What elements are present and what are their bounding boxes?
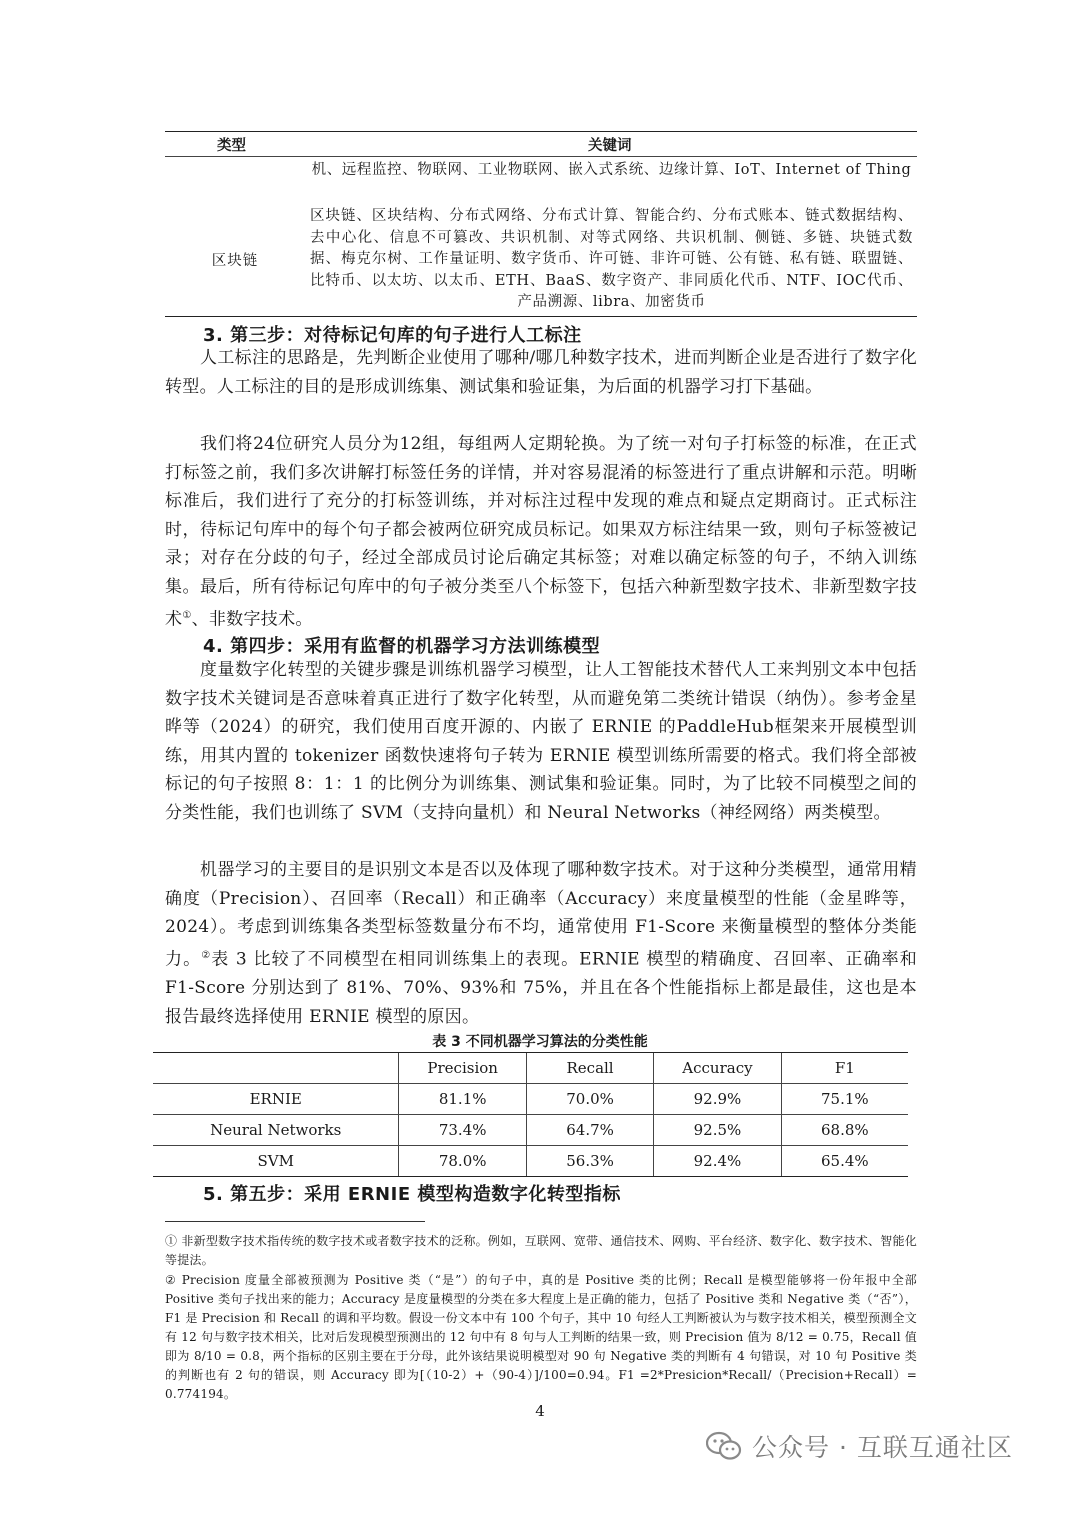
row-keywords: 机、远程监控、物联网、工业物联网、嵌入式系统、边缘计算、IoT、Internet of Thing — [311, 162, 912, 178]
section-3-paragraph-1: 人工标注的思路是，先判断企业使用了哪种/哪几种数字技术，进而判断企业是否进行了数字化转型。人工标注的目的是形成训练集、测试集和验证集，为后面的机器学习打下基础。 — [165, 348, 917, 397]
value-cell: 56.3% — [526, 1146, 653, 1177]
row-type-blockchain: 区块链 — [211, 253, 259, 269]
section-4-paragraph-2 — [165, 856, 917, 1031]
model-name-cell: ERNIE — [153, 1084, 399, 1115]
value-cell: 92.5% — [654, 1115, 781, 1146]
row-keywords-blockchain: 区块链、区块结构、分布式网络、分布式计算、智能合约、分布式账本、链式数据结构、去中心化、信息不可篡改、共识机制、对等式网络、共识机制、侧链、多链、块链式数据、梅克尔树、工作量证明、数字货币、许可链、非许可链、公有链、私有链、联盟链、比特币、以太坊、以太币、ETH、BaaS、数字资产、非同质化代币、NTF、IOC代币、产品溯源、libra、加密货币 — [310, 208, 913, 310]
value-cell: 64.7% — [526, 1115, 653, 1146]
wechat-icon — [706, 1431, 742, 1461]
model-name-cell: Neural Networks — [153, 1115, 399, 1146]
footnote-ref-1[interactable]: ① — [182, 609, 192, 621]
value-cell: 92.4% — [654, 1146, 781, 1177]
table-header-rule — [165, 156, 917, 157]
page-number: 4 — [535, 1402, 545, 1420]
section-4-heading: 4. 第四步：采用有监督的机器学习方法训练模型 — [203, 636, 601, 657]
header-cell: F1 — [781, 1053, 908, 1084]
header-cell: Precision — [399, 1053, 526, 1084]
paragraph-tail: 、非数字技术。 — [191, 609, 313, 630]
paragraph-text: 我们将24位研究人员分为12组，每组两人定期轮换。为了统一对句子打标签的标准，在正式打标签之前，我们多次讲解打标签任务的详情，并对容易混淆的标签进行了重点讲解和示范。明晰标准后，我们进行了充分的打标签训练，并对标注过程中发现的难点和疑点定期商讨。正式标注时，待标记句库中的每个句子都会被两位研究成员标记。如果双方标注结果一致，则句子标签被记录；对存在分歧的句子，经过全部成员讨论后确定其标签；对难以确定标签的句子，不纳入训练集。最后，所有待标记句库中的句子被分类至八个标签下，包括六种新型数字技术、非新型数字技术 — [165, 434, 917, 630]
footnote-separator — [165, 1221, 425, 1222]
footnote-ref-2[interactable]: ② — [201, 949, 212, 961]
header-keywords: 关键词 — [588, 138, 632, 154]
value-cell: 81.1% — [399, 1084, 526, 1115]
watermark — [706, 1424, 1013, 1468]
table-3-caption: 表 3 不同机器学习算法的分类性能 — [432, 1034, 648, 1050]
header-type: 类型 — [217, 138, 246, 154]
value-cell: 68.8% — [781, 1115, 908, 1146]
table-bottom-rule — [165, 316, 917, 317]
watermark-text: 公众号 · 互联互通社区 — [752, 1433, 1013, 1462]
value-cell: 65.4% — [781, 1146, 908, 1177]
value-cell: 92.9% — [654, 1084, 781, 1115]
header-cell: Accuracy — [654, 1053, 781, 1084]
performance-table — [153, 1052, 908, 1177]
header-cell — [153, 1053, 399, 1084]
value-cell: 78.0% — [399, 1146, 526, 1177]
header-cell: Recall — [526, 1053, 653, 1084]
keyword-table — [165, 131, 917, 321]
table-row — [153, 1115, 908, 1146]
value-cell: 73.4% — [399, 1115, 526, 1146]
footnote-2: ② Precision 度量全部被预测为 Positive 类（“是”）的句子中，真的是 Positive 类的比例；Recall 是模型能够将一份年报中全部 Positive 类句子找出来的能力；Accuracy 是度量模型的分类在多大程度上是正确的能力，包括了 Positive 类和 Negative 类（“否”），F1 是 Precision 和 Recall 的调和平均数。假设一份文本中有 100 个句子，其中 10 句经人工判断被认为与数字技术相关，模型预测全文有 12 句与数字技术相关，比对后发现模型预测出的 12 句中有 8 句与人工判断的结果一致，则 Precision 值为 8/12 = 0.75，Recall 值即为 8/10 = 0.8，两个指标的区别主要在于分母，此外该结果说明模型对 90 句 Negative 类的判断有 4 句错误，对 10 句 Positive 类的判断也有 2 句的错误，则 Accuracy 即为[（10-2）+（90-4）]/100=0.94。F1 =2*Presicion*Recall/（Precision+Recall）= 0.774194。 — [165, 1273, 917, 1401]
section-3-paragraph-2 — [165, 430, 917, 634]
value-cell: 75.1% — [781, 1084, 908, 1115]
table-row — [153, 1146, 908, 1177]
section-4-paragraph-1: 度量数字化转型的关键步骤是训练机器学习模型，让人工智能技术替代人工来判别文本中包括数字技术关键词是否意味着真正进行了数字化转型，从而避免第二类统计错误（纳伪）。参考金星晔等（2024）的研究，我们使用百度开源的、内嵌了 ERNIE 的PaddleHub框架来开展模型训练，用其内置的 tokenizer 函数快速将句子转为 ERNIE 模型训练所需要的格式。我们将全部被标记的句子按照 8：1：1 的比例分为训练集、测试集和验证集。同时，为了比较不同模型之间的分类性能，我们也训练了 SVM（支持向量机）和 Neural Networks（神经网络）两类模型。 — [165, 660, 917, 823]
section-5-heading: 5. 第五步：采用 ERNIE 模型构造数字化转型指标 — [203, 1184, 621, 1205]
value-cell: 70.0% — [526, 1084, 653, 1115]
footnote-1: ① 非新型数字技术指传统的数字技术或者数字技术的泛称。例如，互联网、宽带、通信技术、网购、平台经济、数字化、数字技术、智能化等提法。 — [165, 1234, 917, 1267]
section-3-heading: 3. 第三步：对待标记句库的句子进行人工标注 — [203, 325, 582, 346]
table-header-row — [153, 1053, 908, 1084]
table-row — [153, 1084, 908, 1115]
paragraph-tail: 表 3 比较了不同模型在相同训练集上的表现。ERNIE 模型的精确度、召回率、正确率和 F1-Score 分别达到了 81%、70%、93%和 75%，并且在各个性能指标上都是最佳，这也是本报告最终选择使用 ERNIE 模型的原因。 — [165, 949, 918, 1027]
paragraph-text: 机器学习的主要目的是识别文本是否以及体现了哪种数字技术。对于这种分类模型，通常用精确度（Precision）、召回率（Recall）和正确率（Accuracy）来度量模型的性能（金星晔等，2024）。考虑到训练集各类型标签数量分布不均，通常使用 F1-Score 来衡量模型的整体分类能力。 — [165, 860, 917, 970]
table-top-rule — [165, 131, 917, 132]
model-name-cell: SVM — [153, 1146, 399, 1177]
